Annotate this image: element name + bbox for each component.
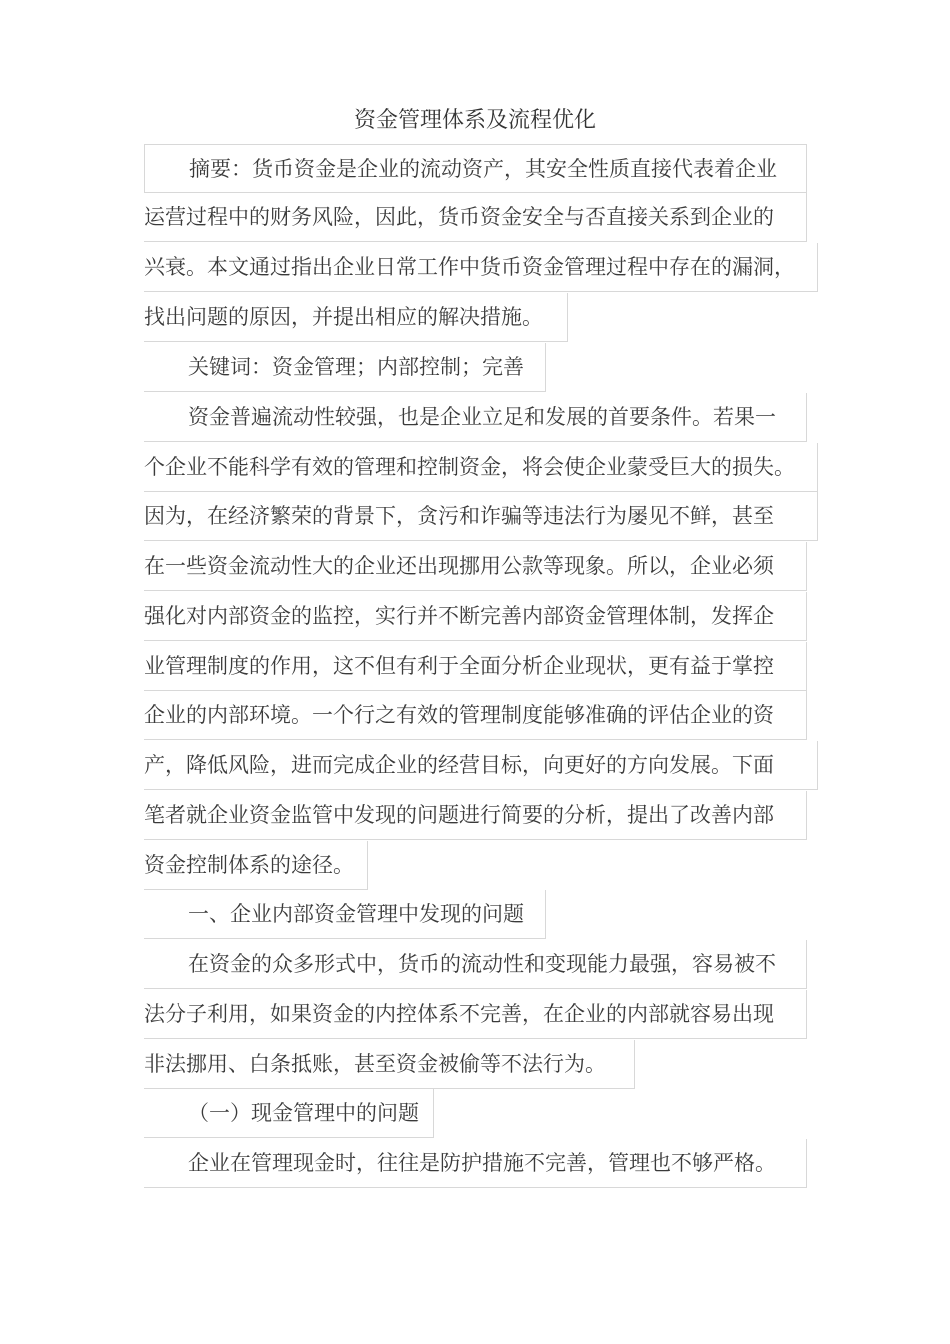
body-paragraph-line: 在一些资金流动性大的企业还出现挪用公款等现象。所以，企业必须 — [144, 542, 807, 591]
body-paragraph-line: 企业在管理现金时，往往是防护措施不完善，管理也不够严格。 — [144, 1139, 807, 1188]
body-paragraph-line: 资金控制体系的途径。 — [144, 841, 368, 890]
document-title: 资金管理体系及流程优化 — [353, 108, 596, 133]
abstract-line: 找出问题的原因，并提出相应的解决措施。 — [144, 293, 568, 342]
body-paragraph-line: 在资金的众多形式中，货币的流动性和变现能力最强，容易被不 — [144, 940, 807, 989]
body-paragraph-line: 笔者就企业资金监管中发现的问题进行简要的分析，提出了改善内部 — [144, 791, 807, 840]
body-paragraph-line: 强化对内部资金的监控，实行并不断完善内部资金管理体制，发挥企 — [144, 592, 807, 641]
section-heading: 一、企业内部资金管理中发现的问题 — [144, 890, 546, 939]
body-paragraph-line: 个企业不能科学有效的管理和控制资金，将会使企业蒙受巨大的损失。 — [144, 443, 818, 492]
body-paragraph-line: 法分子利用，如果资金的内控体系不完善，在企业的内部就容易出现 — [144, 990, 807, 1039]
body-paragraph-line: 非法挪用、白条抵账，甚至资金被偷等不法行为。 — [144, 1040, 635, 1089]
body-paragraph-line: 因为，在经济繁荣的背景下，贪污和诈骗等违法行为屡见不鲜，甚至 — [144, 492, 818, 541]
body-paragraph-line: 产，降低风险，进而完成企业的经营目标，向更好的方向发展。下面 — [144, 741, 818, 790]
abstract-line: 兴衰。本文通过指出企业日常工作中货币资金管理过程中存在的漏洞， — [144, 243, 818, 292]
body-paragraph-line: 业管理制度的作用，这不但有利于全面分析企业现状，更有益于掌控 — [144, 642, 807, 691]
abstract-line: 摘要：货币资金是企业的流动资产，其安全性质直接代表着企业 — [144, 144, 807, 193]
body-paragraph-line: 资金普遍流动性较强，也是企业立足和发展的首要条件。若果一 — [144, 393, 807, 442]
abstract-line: 运营过程中的财务风险，因此，货币资金安全与否直接关系到企业的 — [144, 193, 807, 242]
keywords-line: 关键词：资金管理；内部控制；完善 — [144, 343, 546, 392]
body-paragraph-line: 企业的内部环境。一个行之有效的管理制度能够准确的评估企业的资 — [144, 691, 807, 740]
subsection-heading: （一）现金管理中的问题 — [144, 1089, 434, 1138]
